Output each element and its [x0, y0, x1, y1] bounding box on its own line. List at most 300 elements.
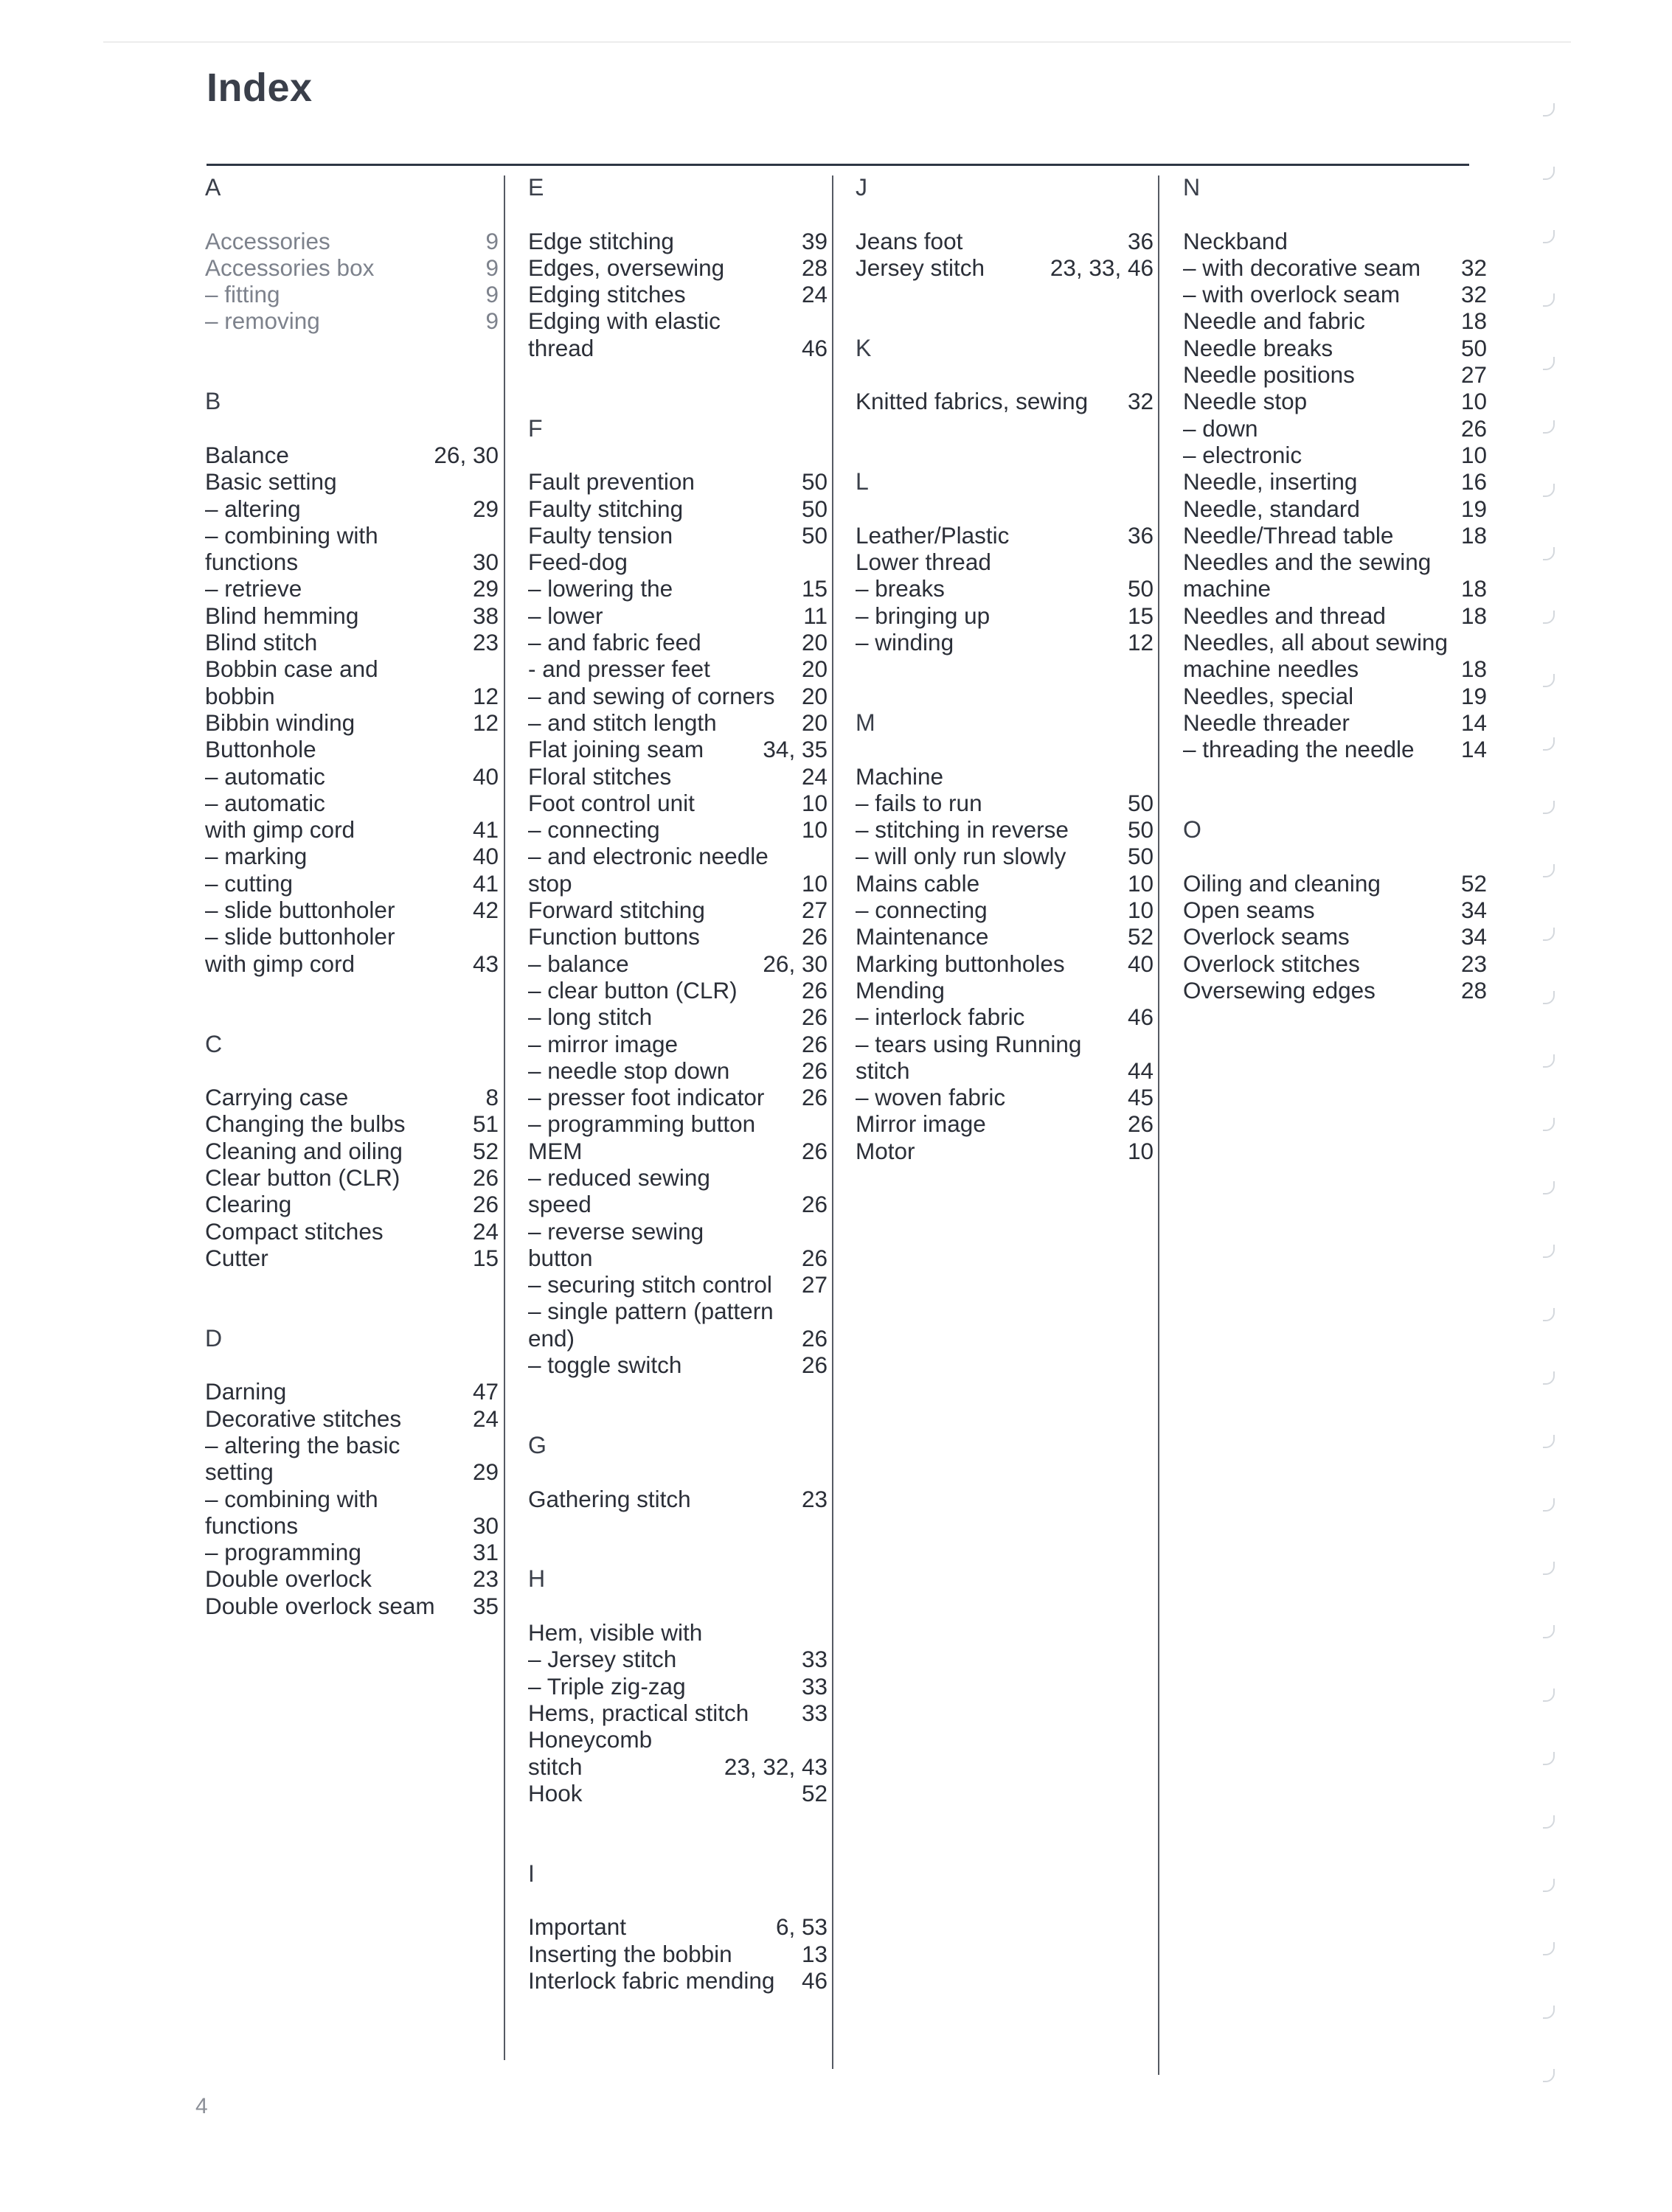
index-entry [205, 1432, 499, 1486]
index-entry [856, 228, 1154, 254]
index-page-numbers: 20 [801, 682, 828, 709]
section-gap [528, 1378, 828, 1432]
section-gap [528, 1806, 828, 1860]
index-page-numbers: 29 [472, 1458, 499, 1486]
edge-mark [1543, 293, 1555, 307]
index-term: – will only run slowly [856, 843, 1066, 870]
section-gap [205, 977, 499, 1031]
index-term: Buttonhole [205, 736, 316, 763]
index-entry [528, 736, 828, 762]
index-entry [528, 1726, 828, 1780]
index-page-numbers: 41 [472, 816, 499, 844]
edge-mark [1543, 357, 1555, 370]
index-entry [1183, 442, 1487, 468]
index-entry [205, 763, 499, 790]
index-page-numbers: 50 [1460, 334, 1487, 361]
section-letter: H [528, 1565, 546, 1593]
index-entry [205, 228, 499, 254]
index-entry [856, 923, 1154, 950]
index-page-numbers: 51 [472, 1110, 499, 1138]
index-entry [1183, 736, 1487, 762]
index-page-numbers: 34 [1460, 923, 1487, 950]
index-page-numbers: 14 [1460, 709, 1487, 736]
index-term: Balance [205, 441, 289, 468]
index-term: Edging with elastic thread [528, 307, 721, 361]
index-term: Important [528, 1913, 627, 1941]
index-term: Faulty tension [528, 521, 673, 549]
index-page-numbers: 15 [1127, 602, 1154, 629]
index-page-numbers: 40 [472, 843, 499, 870]
index-term: – presser foot indicator [528, 1084, 765, 1111]
index-term: Marking buttonholes [856, 950, 1065, 977]
index-term: Mending [856, 976, 945, 1004]
index-entry [205, 1565, 499, 1592]
index-entry [856, 575, 1154, 602]
index-column [528, 174, 828, 1994]
index-page-numbers: 15 [801, 575, 828, 602]
edge-mark [1543, 1562, 1555, 1575]
index-entry [528, 923, 828, 950]
index-term: Basic setting [205, 468, 337, 495]
index-term: – lowering the [528, 575, 673, 602]
index-term: – threading the needle [1183, 736, 1415, 763]
index-term: Needles and thread [1183, 602, 1386, 629]
index-term: Clearing [205, 1191, 292, 1218]
section-letter: C [205, 1030, 223, 1057]
index-page-numbers: 35 [472, 1592, 499, 1619]
edge-mark [1543, 103, 1555, 116]
index-entry [1183, 388, 1487, 414]
index-term: Needle breaks [1183, 334, 1333, 361]
index-term: Carrying case [205, 1084, 349, 1111]
index-entry [856, 1004, 1154, 1030]
index-entry [1183, 307, 1487, 334]
index-page-numbers: 31 [472, 1539, 499, 1566]
edge-mark [1543, 1118, 1555, 1131]
index-entry [528, 1004, 828, 1030]
index-entry [1183, 495, 1487, 522]
section-gap [856, 281, 1154, 335]
index-entry [528, 522, 828, 549]
index-entry [205, 468, 499, 495]
index-entry [528, 629, 828, 655]
column-divider [1158, 175, 1159, 2075]
index-term: – stitching in reverse [856, 816, 1069, 844]
section-letter: A [205, 174, 221, 201]
index-page-numbers: 20 [801, 709, 828, 736]
index-term: – breaks [856, 575, 945, 602]
index-entry [1183, 923, 1487, 950]
index-page-numbers: 24 [472, 1405, 499, 1432]
index-entry [528, 1271, 828, 1298]
index-page-numbers: 41 [472, 869, 499, 897]
index-entry [205, 1138, 499, 1164]
section-gap [528, 1512, 828, 1566]
index-page-numbers: 14 [1460, 736, 1487, 763]
index-page-numbers: 23 [801, 1485, 828, 1512]
index-page-numbers: 9 [485, 227, 499, 254]
index-term: – reverse sewing button [528, 1217, 704, 1271]
index-entry [856, 549, 1154, 575]
index-term: Mirror image [856, 1110, 986, 1138]
index-entry [205, 254, 499, 281]
section-gap [856, 655, 1154, 709]
index-entry [528, 281, 828, 307]
index-entry [205, 522, 499, 576]
index-page-numbers: 26 [801, 1030, 828, 1057]
edge-mark [1543, 1752, 1555, 1765]
index-entry [528, 763, 828, 790]
index-entry [205, 870, 499, 897]
section-letter: F [528, 414, 543, 442]
index-page-numbers: 18 [1460, 307, 1487, 335]
index-page-numbers: 33 [801, 1672, 828, 1700]
index-page-numbers: 30 [472, 1512, 499, 1539]
index-page-numbers: 24 [472, 1217, 499, 1245]
index-term: Function buttons [528, 923, 700, 950]
index-term: Needle positions [1183, 361, 1355, 389]
index-term: – long stitch [528, 1004, 653, 1031]
index-page-numbers: 50 [1127, 843, 1154, 870]
edge-mark [1543, 2069, 1555, 2082]
index-term: Accessories box [205, 254, 375, 281]
section-letter: O [1183, 816, 1201, 844]
section-letter: B [205, 388, 221, 415]
index-term: Knitted fabrics, sewing [856, 388, 1089, 415]
index-entry [205, 923, 499, 977]
index-page-numbers: 24 [801, 281, 828, 308]
section-gap [205, 1271, 499, 1325]
index-term: – Triple zig-zag [528, 1672, 686, 1700]
index-page-numbers: 20 [801, 655, 828, 683]
index-page-numbers: 18 [1460, 602, 1487, 629]
index-page-numbers: 26 [801, 1084, 828, 1111]
index-page-numbers: 50 [801, 495, 828, 522]
index-term: – retrieve [205, 575, 302, 602]
index-term: – bringing up [856, 602, 991, 629]
index-entry [528, 254, 828, 281]
index-page-numbers: 47 [472, 1378, 499, 1405]
index-term: – slide buttonholer with gimp cord [205, 923, 395, 977]
index-entry [528, 468, 828, 495]
index-page-numbers: 26 [801, 1057, 828, 1084]
index-page-numbers: 8 [485, 1084, 499, 1111]
index-term: Bibbin winding [205, 709, 355, 736]
index-entry [205, 1218, 499, 1245]
index-term: Overlock stitches [1183, 950, 1360, 977]
index-term: – Jersey stitch [528, 1646, 677, 1673]
index-page-numbers: 16 [1460, 468, 1487, 495]
index-page-numbers: 26 [801, 1352, 828, 1379]
index-page-numbers: 29 [472, 495, 499, 522]
index-entry [205, 736, 499, 762]
index-page-numbers: 26, 30 [434, 441, 499, 468]
index-entry [1183, 629, 1487, 683]
edge-mark [1543, 420, 1555, 434]
index-page-numbers: 29 [472, 575, 499, 602]
index-term: – connecting [528, 816, 660, 844]
section-letter: M [856, 709, 875, 736]
edge-mark [1543, 1815, 1555, 1829]
index-page-numbers: 23 [1460, 950, 1487, 977]
index-entry [205, 1405, 499, 1432]
index-page-numbers: 38 [472, 602, 499, 629]
index-term: – clear button (CLR) [528, 976, 738, 1004]
index-entry [1183, 281, 1487, 307]
index-page-numbers: 10 [1127, 869, 1154, 897]
index-entry [205, 897, 499, 923]
index-entry [528, 1913, 828, 1940]
edge-mark [1543, 928, 1555, 941]
index-page-numbers: 12 [472, 682, 499, 709]
index-term: Mains cable [856, 869, 980, 897]
index-page-numbers: 28 [801, 254, 828, 281]
index-entry [1183, 977, 1487, 1004]
index-page-numbers: 23, 33, 46 [1050, 254, 1154, 281]
index-entry [528, 1298, 828, 1352]
index-page-numbers: 15 [472, 1244, 499, 1271]
index-entry [528, 1352, 828, 1378]
index-entry [856, 629, 1154, 655]
index-term: – programming button MEM [528, 1110, 756, 1164]
index-entry [205, 1593, 499, 1619]
index-term: Fault prevention [528, 468, 695, 495]
index-entry [528, 1486, 828, 1512]
index-term: – fails to run [856, 789, 982, 816]
index-page-numbers: 46 [1127, 1004, 1154, 1031]
index-page-numbers: 52 [472, 1137, 499, 1164]
index-term: Compact stitches [205, 1217, 384, 1245]
index-page-numbers: 23 [472, 1565, 499, 1593]
index-term: Darning [205, 1378, 287, 1405]
index-term: Double overlock [205, 1565, 372, 1593]
index-entry [856, 1031, 1154, 1085]
index-page-numbers: 19 [1460, 682, 1487, 709]
index-term: Needles, special [1183, 682, 1354, 709]
index-page-numbers: 26, 30 [763, 950, 828, 977]
index-term: – automatic [205, 762, 325, 790]
edge-mark [1543, 1435, 1555, 1448]
index-term: – winding [856, 629, 954, 656]
index-term: – and stitch length [528, 709, 717, 736]
index-term: Interlock fabric mending [528, 1966, 775, 1994]
index-entry [205, 1539, 499, 1565]
index-page-numbers: 50 [1127, 816, 1154, 844]
index-term: Oversewing edges [1183, 976, 1376, 1004]
index-entry [528, 1084, 828, 1110]
index-term: – with decorative seam [1183, 254, 1421, 281]
index-term: Floral stitches [528, 762, 672, 790]
index-entry [856, 388, 1154, 414]
edge-mark [1543, 674, 1555, 687]
index-entry [1183, 228, 1487, 254]
section-letter: I [528, 1860, 535, 1887]
index-page-numbers: 27 [801, 1271, 828, 1298]
index-page-numbers: 50 [801, 468, 828, 495]
edge-mark [1543, 1498, 1555, 1512]
index-entry [1183, 361, 1487, 388]
index-entry [1183, 468, 1487, 495]
index-entry [528, 1700, 828, 1726]
index-entry [205, 629, 499, 655]
index-page-numbers: 26 [801, 1191, 828, 1218]
index-term: Needle stop [1183, 388, 1308, 415]
index-entry [856, 870, 1154, 897]
index-page-numbers: 36 [1127, 227, 1154, 254]
index-page-numbers: 11 [803, 602, 828, 629]
index-term: – woven fabric [856, 1084, 1006, 1111]
index-entry [528, 1646, 828, 1672]
edge-mark [1543, 801, 1555, 814]
column-divider [504, 175, 505, 2060]
index-term: - and presser feet [528, 655, 710, 683]
index-entry [205, 709, 499, 736]
index-term: Motor [856, 1137, 915, 1164]
index-term: Feed-dog [528, 549, 628, 576]
index-entry [1183, 709, 1487, 736]
index-term: Hems, practical stitch [528, 1699, 749, 1726]
index-entry [528, 1619, 828, 1646]
index-page-numbers: 50 [1127, 575, 1154, 602]
index-page-numbers: 26 [801, 1244, 828, 1271]
index-term: Needles, all about sewing machine needles [1183, 629, 1448, 683]
index-term: Open seams [1183, 897, 1315, 924]
index-entry [205, 575, 499, 602]
index-page-numbers: 42 [472, 897, 499, 924]
index-term: Changing the bulbs [205, 1110, 406, 1138]
index-entry [205, 1486, 499, 1540]
index-page-numbers: 9 [485, 254, 499, 281]
index-term: – fitting [205, 281, 280, 308]
index-page-numbers: 18 [1460, 575, 1487, 602]
index-page-numbers: 30 [472, 549, 499, 576]
index-page-numbers: 52 [1460, 869, 1487, 897]
index-term: – and sewing of corners [528, 682, 775, 709]
index-entry [528, 1967, 828, 1994]
index-term: – cutting [205, 869, 294, 897]
index-page-numbers: 9 [485, 281, 499, 308]
index-entry [1183, 415, 1487, 442]
index-page-numbers: 24 [801, 762, 828, 790]
index-term: Faulty stitching [528, 495, 684, 522]
index-entry [856, 602, 1154, 629]
index-page-numbers: 50 [801, 521, 828, 549]
index-page-numbers: 40 [472, 762, 499, 790]
index-page-numbers: 46 [801, 334, 828, 361]
page-title: Index [207, 66, 313, 110]
index-entry [205, 1191, 499, 1217]
index-page-numbers: 26 [472, 1191, 499, 1218]
index-page-numbers: 36 [1127, 521, 1154, 549]
index-page-numbers: 26 [801, 1004, 828, 1031]
index-entry [856, 977, 1154, 1004]
index-entry [205, 1110, 499, 1137]
index-term: – combining with functions [205, 1485, 378, 1539]
index-page-numbers: 26 [1127, 1110, 1154, 1138]
index-entry [856, 897, 1154, 923]
index-entry [528, 1031, 828, 1057]
index-term: Flat joining seam [528, 736, 704, 763]
index-page-numbers: 52 [1127, 923, 1154, 950]
index-page-numbers: 28 [1460, 976, 1487, 1004]
top-faint-line [103, 41, 1571, 43]
index-term: Leather/Plastic [856, 521, 1010, 549]
index-entry [856, 843, 1154, 869]
index-term: Clear button (CLR) [205, 1164, 400, 1191]
index-entry [205, 442, 499, 468]
edge-mark [1543, 1181, 1555, 1194]
index-term: Needle threader [1183, 709, 1350, 736]
index-page-numbers: 32 [1460, 254, 1487, 281]
index-page-numbers: 13 [801, 1940, 828, 1967]
index-term: – removing [205, 307, 320, 335]
index-term: Lower thread [856, 549, 991, 576]
column-divider [832, 175, 833, 2069]
index-entry [205, 602, 499, 629]
index-page-numbers: 34 [1460, 897, 1487, 924]
index-page-numbers: 34, 35 [763, 736, 828, 763]
index-term: Accessories [205, 227, 330, 254]
section-letter: K [856, 334, 872, 361]
index-page-numbers: 23, 32, 43 [724, 1753, 828, 1780]
index-entry [528, 790, 828, 816]
edge-mark [1543, 611, 1555, 624]
index-term: Overlock seams [1183, 923, 1350, 950]
index-page-numbers: 32 [1460, 281, 1487, 308]
section-letter: N [1183, 174, 1201, 201]
index-entry [205, 790, 499, 844]
index-page-numbers: 20 [801, 629, 828, 656]
index-term: Decorative stitches [205, 1405, 402, 1432]
index-page-numbers: 33 [801, 1699, 828, 1726]
index-page-numbers: 26 [801, 1137, 828, 1164]
index-entry [528, 897, 828, 923]
index-page-numbers: 27 [801, 897, 828, 924]
index-entry [528, 1218, 828, 1272]
index-page-numbers: 26 [472, 1164, 499, 1191]
index-entry [528, 655, 828, 682]
index-entry [205, 843, 499, 869]
index-entry [1183, 254, 1487, 281]
section-letter: D [205, 1324, 223, 1352]
index-page-numbers: 33 [801, 1646, 828, 1673]
index-page-numbers: 43 [472, 950, 499, 977]
index-entry [856, 1084, 1154, 1110]
section-gap [528, 361, 828, 415]
edge-mark [1543, 1245, 1555, 1258]
section-gap [205, 335, 499, 389]
index-page-numbers: 6, 53 [775, 1913, 828, 1941]
index-term: – down [1183, 414, 1258, 442]
index-entry [205, 307, 499, 334]
index-entry [528, 575, 828, 602]
index-term: Edges, oversewing [528, 254, 725, 281]
index-term: – securing stitch control [528, 1271, 772, 1298]
edge-mark [1543, 1371, 1555, 1385]
index-page-numbers: 26 [1460, 414, 1487, 442]
index-term: Forward stitching [528, 897, 705, 924]
index-page-numbers: 10 [1460, 441, 1487, 468]
index-page-numbers: 39 [801, 227, 828, 254]
index-term: – altering the basic setting [205, 1431, 400, 1486]
index-page-numbers: 18 [1460, 521, 1487, 549]
index-term: – programming [205, 1539, 361, 1566]
section-letter: E [528, 174, 544, 201]
index-entry [1183, 549, 1487, 602]
edge-mark [1543, 864, 1555, 877]
index-entry [1183, 870, 1487, 897]
index-page-numbers: 19 [1460, 495, 1487, 522]
